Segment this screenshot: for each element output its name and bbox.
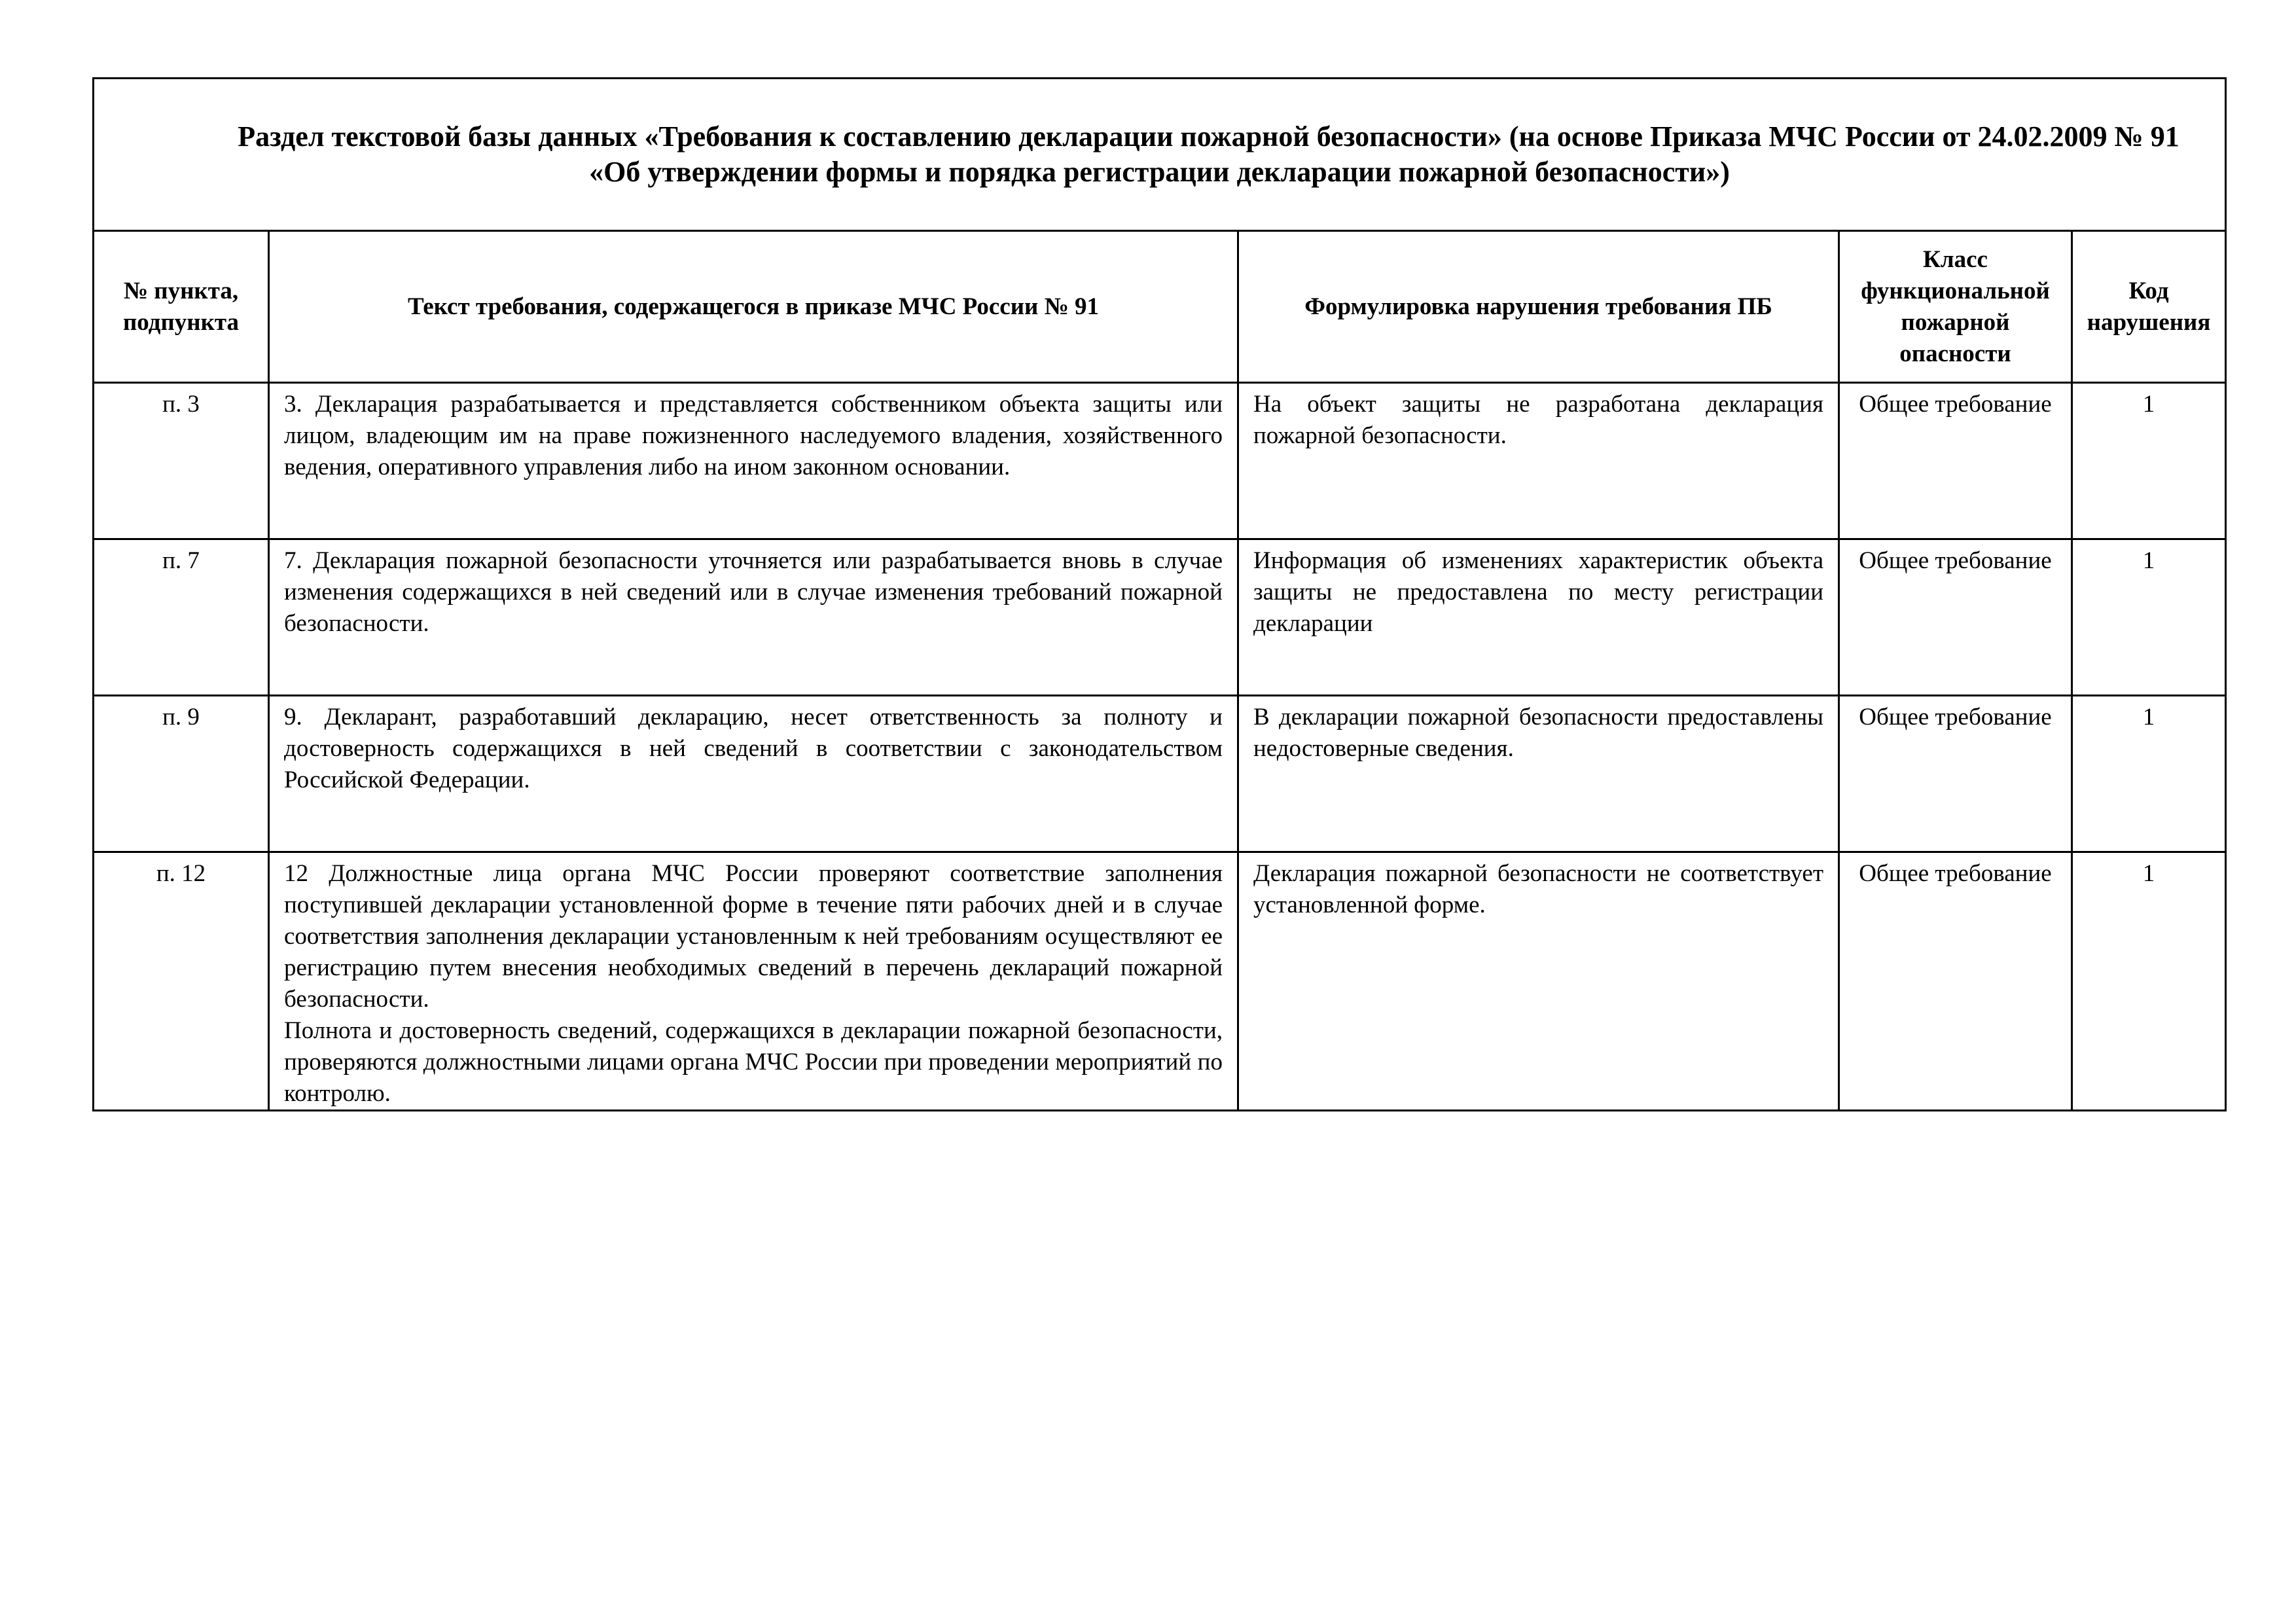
cell-requirement xyxy=(269,852,1238,1111)
cell-code: 1 xyxy=(2072,852,2226,1111)
document-title: Раздел текстовой базы данных «Требования к составлению декларации пожарной безопасности» (на основе Приказа МЧС России от 24.02.2009 № 91 «Об утверждении формы и порядка регистрации декларации пожарной безопасности») xyxy=(238,120,2179,188)
cell-class: Общее требование xyxy=(1839,383,2072,539)
cell-num: п. 3 xyxy=(94,383,269,539)
cell-violation: Информация об изменениях характеристик объекта защиты не предоставлена по месту регистрации декларации xyxy=(1238,539,1839,696)
header-num: № пункта, подпункта xyxy=(94,231,269,383)
table-row xyxy=(94,696,2226,852)
title-cell xyxy=(94,79,2226,231)
cell-num: п. 12 xyxy=(94,852,269,1111)
cell-violation: Декларация пожарной безопасности не соответствует установленной форме. xyxy=(1238,852,1839,1111)
cell-num: п. 7 xyxy=(94,539,269,696)
cell-requirement: 9. Декларант, разработавший декларацию, несет ответственность за полноту и достоверность содержащихся в ней сведений в соответствии с законодательством Российской Федерации. xyxy=(269,696,1238,852)
header-class: Класс функциональной пожарной опасности xyxy=(1839,231,2072,383)
requirement-paragraph: 12 Должностные лица органа МЧС России проверяют соответствие заполнения поступившей декларации установленной форме в течение пяти рабочих дней и в случае соответствия заполнения декларации установленным к ней требованиям осуществляют ее регистрацию путем внесения необходимых сведений в перечень деклараций пожарной безопасности. xyxy=(284,860,1223,1013)
cell-code: 1 xyxy=(2072,539,2226,696)
table-row xyxy=(94,383,2226,539)
requirements-table xyxy=(92,77,2227,1111)
table-row xyxy=(94,852,2226,1111)
cell-violation: На объект защиты не разработана декларация пожарной безопасности. xyxy=(1238,383,1839,539)
cell-requirement: 7. Декларация пожарной безопасности уточняется или разрабатывается вновь в случае изменения содержащихся в ней сведений или в случае изменения требований пожарной безопасности. xyxy=(269,539,1238,696)
cell-num: п. 9 xyxy=(94,696,269,852)
header-row xyxy=(94,231,2226,383)
cell-code: 1 xyxy=(2072,696,2226,852)
table-row xyxy=(94,539,2226,696)
title-row xyxy=(94,79,2226,231)
header-violation: Формулировка нарушения требования ПБ xyxy=(1238,231,1839,383)
cell-violation: В декларации пожарной безопасности предоставлены недостоверные сведения. xyxy=(1238,696,1839,852)
header-requirement: Текст требования, содержащегося в приказе МЧС России № 91 xyxy=(269,231,1238,383)
requirement-paragraph: Полнота и достоверность сведений, содержащихся в декларации пожарной безопасности, проверяются должностными лицами органа МЧС России при проведении мероприятий по контролю. xyxy=(284,1017,1223,1107)
cell-class: Общее требование xyxy=(1839,852,2072,1111)
document-sheet xyxy=(92,77,2225,1111)
cell-code: 1 xyxy=(2072,383,2226,539)
header-code: Код нарушения xyxy=(2072,231,2226,383)
cell-class: Общее требование xyxy=(1839,696,2072,852)
cell-requirement: 3. Декларация разрабатывается и представляется собственником объекта защиты или лицом, владеющим им на праве пожизненного наследуемого владения, хозяйственного ведения, оперативного управления либо на ином законном основании. xyxy=(269,383,1238,539)
cell-class: Общее требование xyxy=(1839,539,2072,696)
